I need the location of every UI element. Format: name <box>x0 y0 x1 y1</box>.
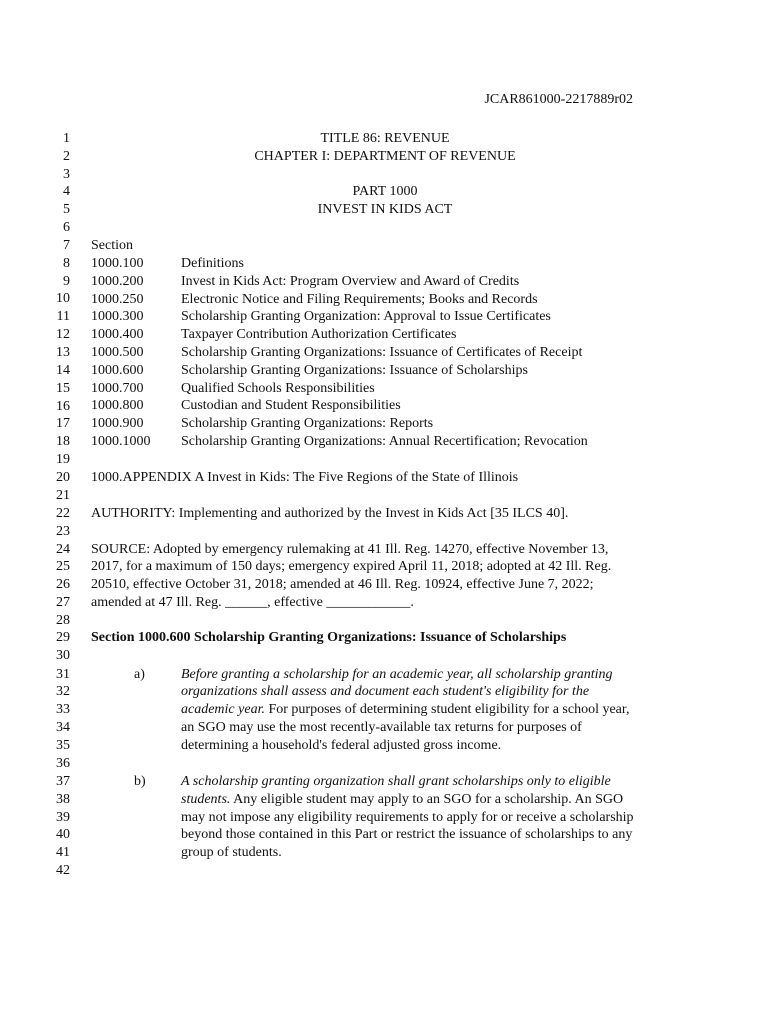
toc-section-title: Qualified Schools Responsibilities <box>181 381 375 396</box>
line-number: 14 <box>56 363 70 378</box>
line-number: 42 <box>56 863 70 878</box>
paragraph-b-line: may not impose any eligibility requirements to apply for or receive a scholarship <box>181 810 634 825</box>
paragraph-a-line: an SGO may use the most recently-available tax returns for purposes of <box>181 720 582 735</box>
paragraph-a-line: determining a household's federal adjusted gross income. <box>181 738 502 753</box>
toc-section-title: Custodian and Student Responsibilities <box>181 398 401 413</box>
line-number: 33 <box>56 702 70 717</box>
paragraph-b-text: Any eligible student may apply to an SGO for a scholarship. An SGO <box>230 792 624 807</box>
toc-section-title: Taxpayer Contribution Authorization Certificates <box>181 327 457 342</box>
toc-section-title: Scholarship Granting Organizations: Annual Recertification; Revocation <box>181 434 588 449</box>
line-number: 4 <box>63 184 70 199</box>
appendix-entry: 1000.APPENDIX A Invest in Kids: The Five Regions of the State of Illinois <box>91 470 519 485</box>
line-number: 8 <box>63 256 70 271</box>
chapter-heading: CHAPTER I: DEPARTMENT OF REVENUE <box>254 149 516 164</box>
toc-section-number: 1000.100 <box>91 256 144 271</box>
toc-section-number: 1000.900 <box>91 416 144 431</box>
line-number: 35 <box>56 738 70 753</box>
paragraph-a-line: Before granting a scholarship for an academic year, all scholarship granting <box>181 667 613 682</box>
line-number: 13 <box>56 345 70 360</box>
toc-section-number: 1000.300 <box>91 309 144 324</box>
paragraph-a-italic-text: academic year. <box>181 702 265 717</box>
title-heading: TITLE 86: REVENUE <box>320 131 450 146</box>
line-number: 11 <box>56 309 70 324</box>
line-number: 22 <box>56 506 70 521</box>
line-number: 23 <box>56 524 70 539</box>
paragraph-b-line: group of students. <box>181 845 282 860</box>
line-number: 32 <box>56 684 70 699</box>
toc-heading: Section <box>91 238 133 253</box>
authority-note: AUTHORITY: Implementing and authorized by the Invest in Kids Act [35 ILCS 40]. <box>91 506 569 521</box>
line-number: 20 <box>56 470 70 485</box>
toc-section-number: 1000.1000 <box>91 434 151 449</box>
line-number: 7 <box>63 238 70 253</box>
line-number: 37 <box>56 774 70 789</box>
line-number: 26 <box>56 577 70 592</box>
toc-section-title: Scholarship Granting Organizations: Issuance of Certificates of Receipt <box>181 345 583 360</box>
line-number: 41 <box>56 845 70 860</box>
paragraph-b-line <box>181 791 623 808</box>
paragraph-a-line <box>181 701 630 718</box>
line-number: 10 <box>56 291 70 306</box>
line-number: 16 <box>56 399 70 414</box>
paragraph-b-line: A scholarship granting organization shall grant scholarships only to eligible <box>181 774 611 789</box>
line-number: 24 <box>56 542 70 557</box>
line-number: 25 <box>56 559 70 574</box>
line-number: 18 <box>56 434 70 449</box>
toc-section-title: Scholarship Granting Organizations: Reports <box>181 416 434 431</box>
line-number: 36 <box>56 756 70 771</box>
line-number: 30 <box>56 648 70 663</box>
paragraph-a-label: a) <box>134 667 145 682</box>
toc-section-title: Electronic Notice and Filing Requirements; Books and Records <box>181 292 538 307</box>
line-number: 17 <box>56 416 70 431</box>
line-number: 21 <box>56 488 70 503</box>
line-number: 27 <box>56 595 70 610</box>
paragraph-a-text: For purposes of determining student eligibility for a school year, <box>264 702 630 717</box>
line-number: 38 <box>56 792 70 807</box>
toc-section-title: Scholarship Granting Organization: Approval to Issue Certificates <box>181 309 551 324</box>
toc-section-number: 1000.400 <box>91 327 144 342</box>
part-heading: PART 1000 <box>352 184 418 199</box>
toc-section-number: 1000.250 <box>91 292 144 307</box>
line-number: 29 <box>56 630 70 645</box>
part-name: INVEST IN KIDS ACT <box>317 202 453 217</box>
line-number: 9 <box>63 274 70 289</box>
paragraph-b-line: beyond those contained in this Part or restrict the issuance of scholarships to any <box>181 827 633 842</box>
toc-section-number: 1000.600 <box>91 363 144 378</box>
document-id: JCAR861000-2217889r02 <box>484 92 633 107</box>
toc-section-title: Scholarship Granting Organizations: Issuance of Scholarships <box>181 363 528 378</box>
toc-section-title: Invest in Kids Act: Program Overview and Award of Credits <box>181 274 520 289</box>
line-number: 40 <box>56 827 70 842</box>
line-number: 3 <box>63 167 70 182</box>
toc-section-number: 1000.800 <box>91 398 144 413</box>
paragraph-b-italic-text: students. <box>181 792 231 807</box>
paragraph-a-line: organizations shall assess and document each student's eligibility for the <box>181 684 590 699</box>
line-number: 6 <box>63 220 70 235</box>
source-line: 20510, effective October 31, 2018; amended at 46 Ill. Reg. 10924, effective June 7, 2022; <box>91 577 594 592</box>
line-number: 39 <box>56 810 70 825</box>
line-number: 1 <box>63 131 70 146</box>
source-line: 2017, for a maximum of 150 days; emergency expired April 11, 2018; adopted at 42 Ill. Reg. <box>91 559 612 574</box>
line-number: 28 <box>56 613 70 628</box>
toc-section-number: 1000.200 <box>91 274 144 289</box>
line-number: 2 <box>63 149 70 164</box>
paragraph-b-label: b) <box>134 774 146 789</box>
source-line: amended at 47 Ill. Reg. ______, effective ____________. <box>91 595 414 610</box>
line-number: 15 <box>56 381 70 396</box>
line-number: 34 <box>56 720 70 735</box>
toc-section-number: 1000.700 <box>91 381 144 396</box>
line-number: 19 <box>56 452 70 467</box>
toc-section-title: Definitions <box>181 256 244 271</box>
line-number: 12 <box>56 327 70 342</box>
toc-section-number: 1000.500 <box>91 345 144 360</box>
line-number: 5 <box>63 202 70 217</box>
section-heading: Section 1000.600 Scholarship Granting Organizations: Issuance of Scholarships <box>91 630 567 645</box>
source-line: SOURCE: Adopted by emergency rulemaking at 41 Ill. Reg. 14270, effective November 13, <box>91 542 609 557</box>
line-number: 31 <box>56 667 70 682</box>
